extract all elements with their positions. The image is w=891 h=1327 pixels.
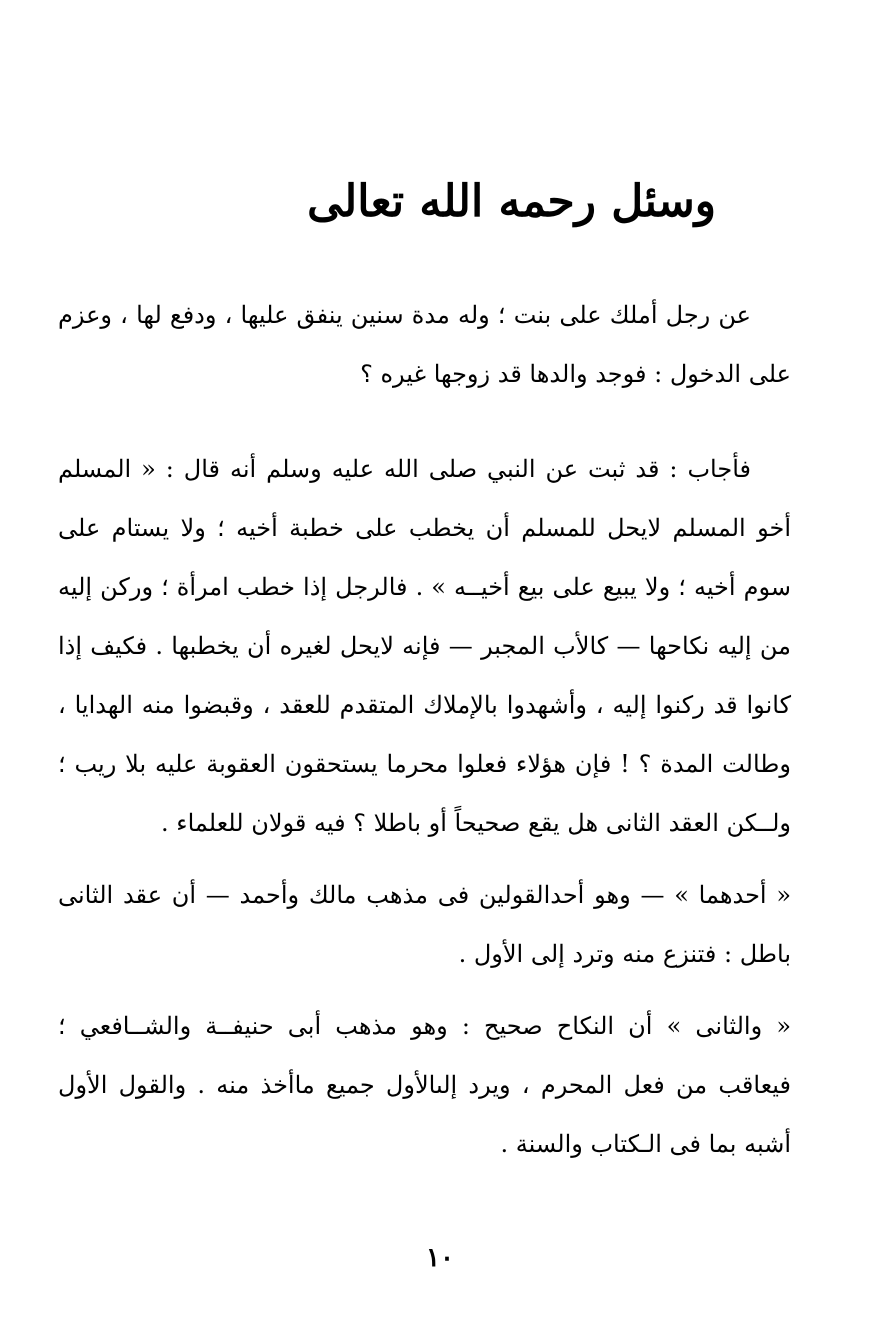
question-paragraph: عن رجل أملك على بنت ؛ وله مدة سنين ينفق عليها ، ودفع لها ، وعزم على الدخول : فوجد والدها قد زوجها غيره ؟: [58, 301, 791, 388]
body-text: [58, 286, 791, 1174]
section-title: وسئل رحمه الله تعالى: [307, 176, 716, 227]
second-opinion-paragraph: « والثانى » أن النكاح صحيح : وهو مذهب أبى حنيفــة والشــافعي ؛ فيعاقب من فعل المحرم ، ويرد إلىالأول جميع ماأخذ منه . والقول الأول أشبه بما فى الـكتاب والسنة .: [58, 1012, 791, 1158]
answer-paragraph: فأجاب : قد ثبت عن النبي صلى الله عليه وسلم أنه قال : « المسلم أخو المسلم لايحل للمسلم أن يخطب على خطبة أخيه ؛ ولا يستام على سوم أخيه ؛ ولا يبيع على بيع أخيــه » . فالرجل إذا خطب امرأة ؛ وركن إليه من إليه نكاحها — كالأب المجبر — فإنه لايحل لغيره أن يخطبها . فكيف إذا كانوا قد ركنوا إليه ، وأشهدوا بالإملاك المتقدم للعقد ، وقبضوا منه الهدايا ، وطالت المدة ؟ ! فإن هؤلاء فعلوا محرما يستحقون العقوبة عليه بلا ريب ؛ ولــكن العقد الثانى هل يقع صحيحاً أو باطلا ؟ فيه قولان للعلماء .: [58, 455, 791, 837]
page-number: ١٠: [426, 1243, 454, 1273]
first-opinion-paragraph: « أحدهما » — وهو أحدالقولين فى مذهب مالك وأحمد — أن عقد الثانى باطل : فتنزع منه وترد إلى الأول .: [58, 881, 791, 968]
